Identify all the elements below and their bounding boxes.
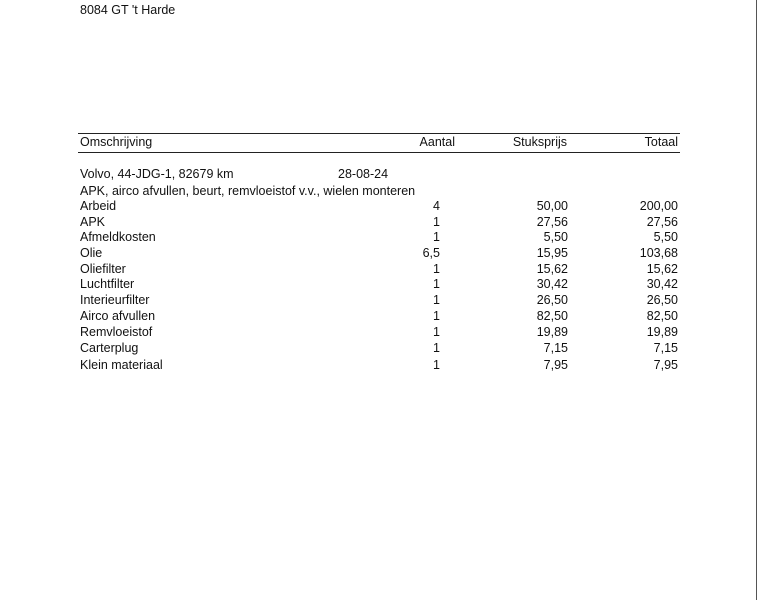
item-total: 103,68 [639, 246, 678, 261]
item-quantity: 1 [433, 277, 440, 292]
table-row [80, 325, 678, 341]
page-edge [756, 0, 757, 600]
item-total: 200,00 [639, 199, 678, 213]
table-row [80, 246, 678, 262]
item-unit-price: 7,95 [543, 357, 568, 372]
item-unit-price: 26,50 [536, 293, 568, 308]
item-unit-price: 82,50 [536, 308, 568, 323]
table-row [80, 309, 678, 325]
table-row [80, 277, 678, 293]
table-header-row [78, 133, 680, 153]
column-header-total: Totaal [644, 135, 678, 149]
vehicle-line [80, 167, 580, 182]
item-unit-price: 5,50 [543, 230, 568, 245]
customer-address-line: 8084 GT 't Harde [80, 3, 176, 17]
table-row [80, 341, 678, 357]
item-description: Olie [80, 246, 103, 261]
item-unit-price: 27,56 [536, 214, 568, 229]
item-description: Oliefilter [80, 261, 126, 276]
item-unit-price: 15,95 [536, 246, 568, 261]
item-total: 30,42 [646, 277, 678, 292]
item-unit-price: 7,15 [543, 341, 568, 356]
item-quantity: 4 [433, 199, 440, 213]
item-total: 15,62 [646, 261, 678, 276]
column-header-unit-price: Stuksprijs [512, 135, 567, 149]
item-unit-price: 30,42 [536, 277, 568, 292]
table-row [80, 199, 678, 215]
item-unit-price: 19,89 [536, 324, 568, 339]
column-header-description: Omschrijving [80, 135, 153, 149]
invoice-line-items [80, 199, 678, 374]
table-row [80, 262, 678, 278]
item-quantity: 1 [433, 293, 440, 308]
item-total: 7,15 [653, 341, 678, 356]
service-date: 28-08-24 [338, 167, 389, 181]
work-description: APK, airco afvullen, beurt, remvloeistof v.v., wielen monteren [80, 184, 416, 198]
table-row [80, 215, 678, 231]
item-total: 19,89 [646, 324, 678, 339]
item-unit-price: 15,62 [536, 261, 568, 276]
item-description: Arbeid [80, 199, 117, 213]
item-total: 7,95 [653, 357, 678, 372]
item-total: 5,50 [653, 230, 678, 245]
item-description: Klein materiaal [80, 357, 163, 372]
vehicle-info [80, 167, 580, 199]
item-description: APK [80, 214, 106, 229]
item-quantity: 1 [433, 230, 440, 245]
item-total: 27,56 [646, 214, 678, 229]
item-total: 26,50 [646, 293, 678, 308]
invoice-table-header [78, 133, 680, 153]
vehicle-description: Volvo, 44-JDG-1, 82679 km [80, 167, 234, 181]
item-description: Carterplug [80, 341, 139, 356]
item-unit-price: 50,00 [536, 199, 568, 213]
table-row [80, 358, 678, 374]
item-description: Afmeldkosten [80, 230, 156, 245]
item-quantity: 1 [433, 308, 440, 323]
table-row [80, 230, 678, 246]
item-total: 82,50 [646, 308, 678, 323]
item-description: Remvloeistof [80, 324, 153, 339]
table-row [80, 293, 678, 309]
item-quantity: 1 [433, 341, 440, 356]
item-quantity: 1 [433, 324, 440, 339]
item-quantity: 1 [433, 261, 440, 276]
column-header-quantity: Aantal [419, 135, 455, 149]
item-description: Airco afvullen [80, 308, 156, 323]
item-quantity: 1 [433, 214, 440, 229]
item-description: Interieurfilter [80, 293, 150, 308]
item-description: Luchtfilter [80, 277, 135, 292]
item-quantity: 6,5 [422, 246, 440, 261]
item-quantity: 1 [433, 357, 440, 372]
